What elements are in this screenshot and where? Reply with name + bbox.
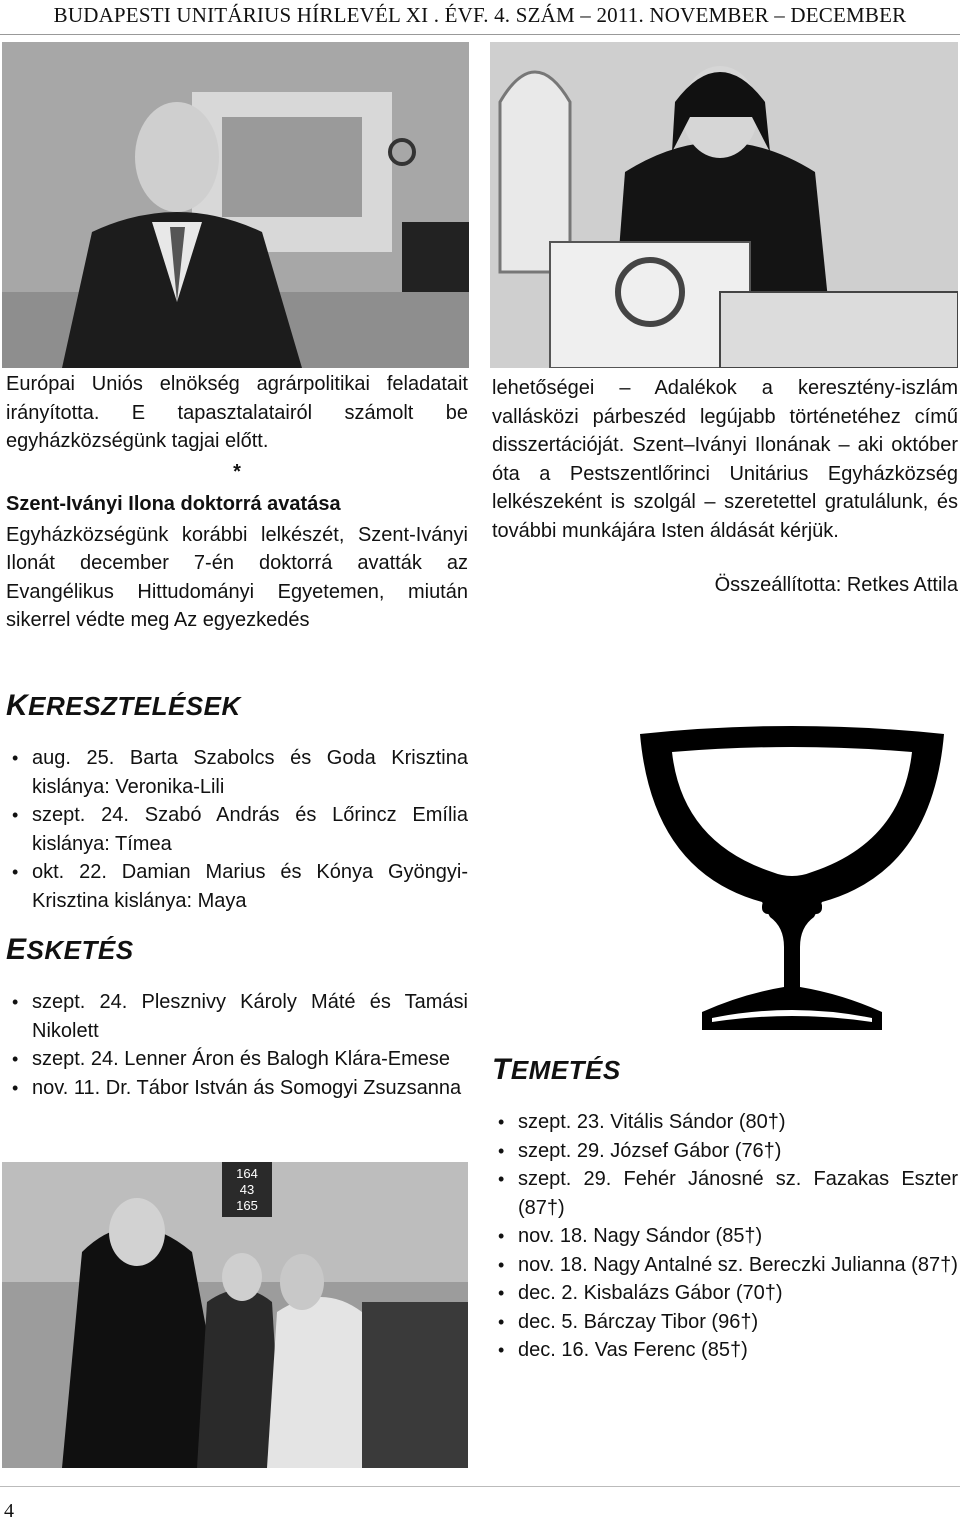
baptisms-list-container <box>6 744 468 915</box>
funeral-item: • szept. 29. József Gábor (76†) <box>492 1137 958 1166</box>
article-heading: Szent-Iványi Ilona doktorrá avatása <box>6 493 341 515</box>
separator-asterisk: * <box>233 460 241 483</box>
wedding-item: • szept. 24. Plesznivy Károly Máté és Tamási Nikolett <box>6 988 468 1045</box>
baptisms-heading: KERESZTELÉSEK <box>6 689 241 722</box>
funeral-item: • szept. 29. Fehér Jánosné sz. Fazakas Eszter (87†) <box>492 1165 958 1222</box>
funerals-heading: TEMETÉS <box>492 1053 621 1086</box>
article-body-left: Egyházközségünk korábbi lelkészét, Szent-Iványi Ilonát december 7-én doktorrá avatták az Evangélikus Hittudományi Egyetemen, miután sikerrel védte meg Az egyezkedés <box>6 523 468 631</box>
baptisms-list <box>6 744 468 915</box>
photo-speaker <box>2 42 469 368</box>
funeral-item: • dec. 16. Vas Ferenc (85†) <box>492 1336 958 1365</box>
article-body-right: lehetőségei – Adalékok a keresztény-iszlám vallásközi párbeszéd legújabb történetéhez című disszertációját. Szent–Iványi Ilonának – aki október óta a Pestszentlőrinci Unitárius Egyházközség lelkészeként is szolgál – szeretettel gratulálunk, és további munkájára Isten áldását kérjük. <box>492 377 958 542</box>
funeral-item: • nov. 18. Nagy Sándor (85†) <box>492 1222 958 1251</box>
hymn-number: 164 <box>236 1166 258 1181</box>
weddings-heading: ESKETÉS <box>6 933 134 966</box>
intro-paragraph: Európai Uniós elnökség agrárpolitikai feladatait irányította. E tapasztalatairól számolt be egyházközségünk tagjai előtt. <box>6 373 468 452</box>
chalice-illustration <box>632 722 952 1034</box>
photo-wedding <box>2 1162 468 1468</box>
page-number: 4 <box>4 1500 14 1522</box>
funerals-list-container <box>492 1108 958 1365</box>
wedding-item: • szept. 24. Lenner Áron és Balogh Klára-Emese <box>6 1045 468 1074</box>
newsletter-header: BUDAPESTI UNITÁRIUS HÍRLEVÉL XI . ÉVF. 4. SZÁM – 2011. NOVEMBER – DECEMBER <box>0 0 960 35</box>
baptism-item: • okt. 22. Damian Marius és Kónya Gyöngyi-Krisztina kislánya: Maya <box>6 858 468 915</box>
baptism-item: • szept. 24. Szabó András és Lőrincz Emília kislánya: Tímea <box>6 801 468 858</box>
hymn-number: 43 <box>239 1182 255 1197</box>
wedding-item: • nov. 11. Dr. Tábor István ás Somogyi Zsuzsanna <box>6 1074 468 1103</box>
weddings-list-container <box>6 988 468 1102</box>
footer-rule <box>0 1486 960 1487</box>
left-column-top <box>6 370 468 635</box>
article-signature: Összeállította: Retkes Attila <box>714 574 958 596</box>
funeral-item: • nov. 18. Nagy Antalné sz. Bereczki Julianna (87†) <box>492 1251 958 1280</box>
funerals-list <box>492 1108 958 1365</box>
funeral-item: • dec. 5. Bárczay Tibor (96†) <box>492 1308 958 1337</box>
funeral-item: • szept. 23. Vitális Sándor (80†) <box>492 1108 958 1137</box>
weddings-list <box>6 988 468 1102</box>
baptism-item: • aug. 25. Barta Szabolcs és Goda Krisztina kislánya: Veronika-Lili <box>6 744 468 801</box>
funeral-item: • dec. 2. Kisbalázs Gábor (70†) <box>492 1279 958 1308</box>
right-column-top <box>492 374 958 600</box>
hymn-number: 165 <box>236 1198 258 1213</box>
photo-pastor <box>490 42 958 368</box>
